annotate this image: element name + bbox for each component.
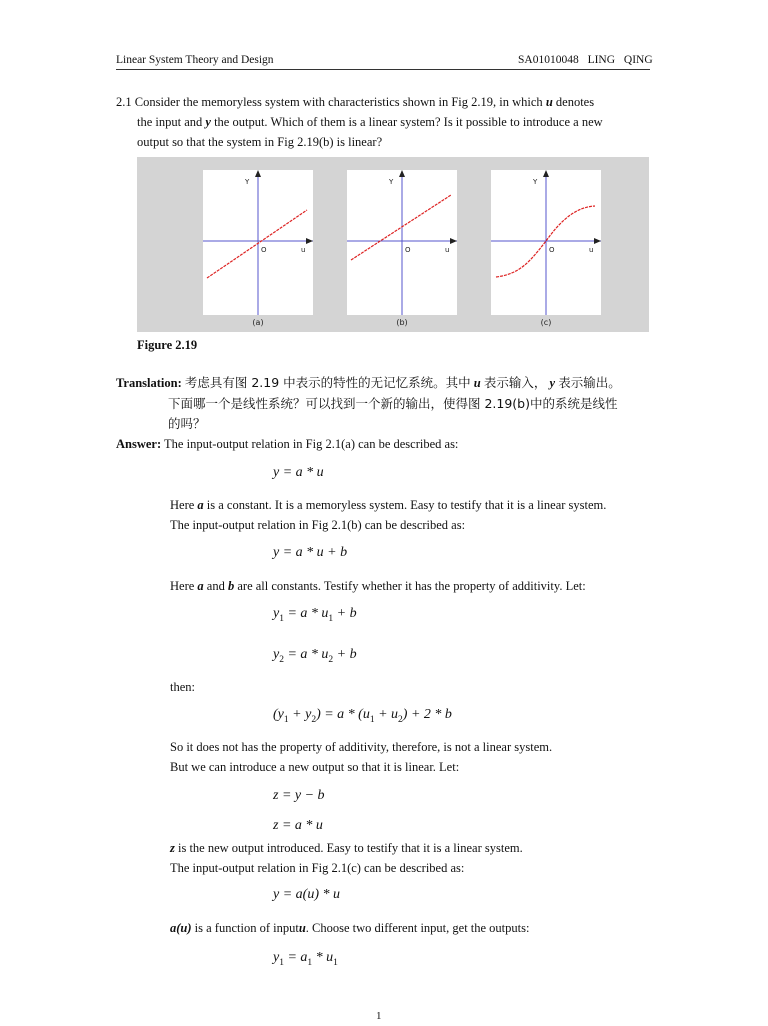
plot-b-label: (b): [396, 318, 408, 327]
question-line-2: the input and y the output. Which of them is a linear system? Is it possible to introduce a new: [137, 115, 603, 129]
question-number: 2.1: [116, 95, 132, 109]
equation-b: y = a * u + b: [273, 545, 348, 560]
answer-line-1: Answer: The input-output relation in Fig 2.1(a) can be described as:: [116, 437, 459, 451]
x-axis-label: u: [445, 246, 450, 254]
header-rule: [116, 69, 650, 70]
equation-y1-c: $y_1 = a_1 * u_1$: [273, 950, 338, 968]
x-axis-arrow-icon: [306, 238, 313, 244]
x-axis-label: u: [589, 246, 594, 254]
equation-z1: z = y − b: [273, 788, 325, 803]
page-number: 1: [376, 1010, 382, 1022]
answer-here-a: Here a is a constant. It is a memoryless system. Easy to testify that it is a linear system.: [170, 498, 607, 512]
equation-y2: $y_2 = a * u_2 + b$: [273, 647, 357, 665]
equation-z2: z = a * u: [273, 818, 323, 833]
figure-caption: Figure 2.19: [137, 338, 198, 352]
x-axis-label: u: [301, 246, 306, 254]
answer-z-note: z is the new output introduced. Easy to testify that it is a linear system.: [170, 841, 523, 855]
characteristic-curve: [351, 195, 451, 260]
equation-a: y = a * u: [273, 465, 324, 480]
plot-a-svg: [203, 170, 313, 315]
x-axis-arrow-icon: [450, 238, 457, 244]
question-line-3: output so that the system in Fig 2.19(b) is linear?: [137, 135, 383, 149]
y-axis-arrow-icon: [255, 170, 261, 177]
equation-sum: $(y_1 + y_2) = a * (u_1 + u_2) + 2 * b$: [273, 707, 452, 725]
plot-b-svg: [347, 170, 457, 315]
answer-here-b: Here a and b are all constants. Testify whether it has the property of additivity. Let:: [170, 579, 586, 593]
answer-intro-c: The input-output relation in Fig 2.1(c) can be described as:: [170, 861, 465, 875]
answer-au: a(u) is a function of inputu. Choose two different input, get the outputs:: [170, 921, 530, 935]
header-title: Linear System Theory and Design: [116, 54, 274, 66]
translation-label: Translation:: [116, 376, 182, 390]
translation-line-2: 下面哪一个是线性系统？可以找到一个新的输出，使得图 2.19(b)中的系统是线性: [168, 396, 618, 411]
question-line-1: 2.1 Consider the memoryless system with characteristics shown in Fig 2.19, in which u denotes: [116, 95, 595, 109]
plot-c-svg: [491, 170, 601, 315]
y-axis-arrow-icon: [399, 170, 405, 177]
translation-line-1: Translation: 考虑具有图 2.19 中表示的特性的无记忆系统。其中 u 表示输入， y 表示输出。: [116, 375, 621, 390]
plot-a-label: (a): [252, 318, 264, 327]
answer-intro-b: The input-output relation in Fig 2.1(b) can be described as:: [170, 518, 466, 532]
x-axis-arrow-icon: [594, 238, 601, 244]
answer-introduce: But we can introduce a new output so that it is linear. Let:: [170, 760, 460, 774]
origin-label: O: [261, 246, 267, 254]
plot-c-label: (c): [540, 318, 552, 327]
y-axis-label: Y: [533, 178, 538, 186]
origin-label: O: [405, 246, 411, 254]
answer-label: Answer:: [116, 437, 162, 451]
figure-2-19: [137, 157, 649, 332]
answer-not-linear: So it does not has the property of additivity, therefore, is not a linear system.: [170, 740, 553, 754]
plot-a: [203, 170, 313, 315]
y-axis-label: Y: [389, 178, 394, 186]
header-author: SA01010048 LING QING: [518, 54, 653, 66]
y-axis-arrow-icon: [543, 170, 549, 177]
translation-line-3: 的吗？: [168, 416, 206, 431]
origin-label: O: [549, 246, 555, 254]
equation-y1: $y_1 = a * u_1 + b$: [273, 606, 357, 624]
answer-then: then:: [170, 680, 195, 694]
plot-c: [491, 170, 601, 315]
characteristic-curve: [207, 210, 307, 278]
plot-b: [347, 170, 457, 315]
equation-c: y = a(u) * u: [273, 887, 340, 902]
y-axis-label: Y: [245, 178, 250, 186]
